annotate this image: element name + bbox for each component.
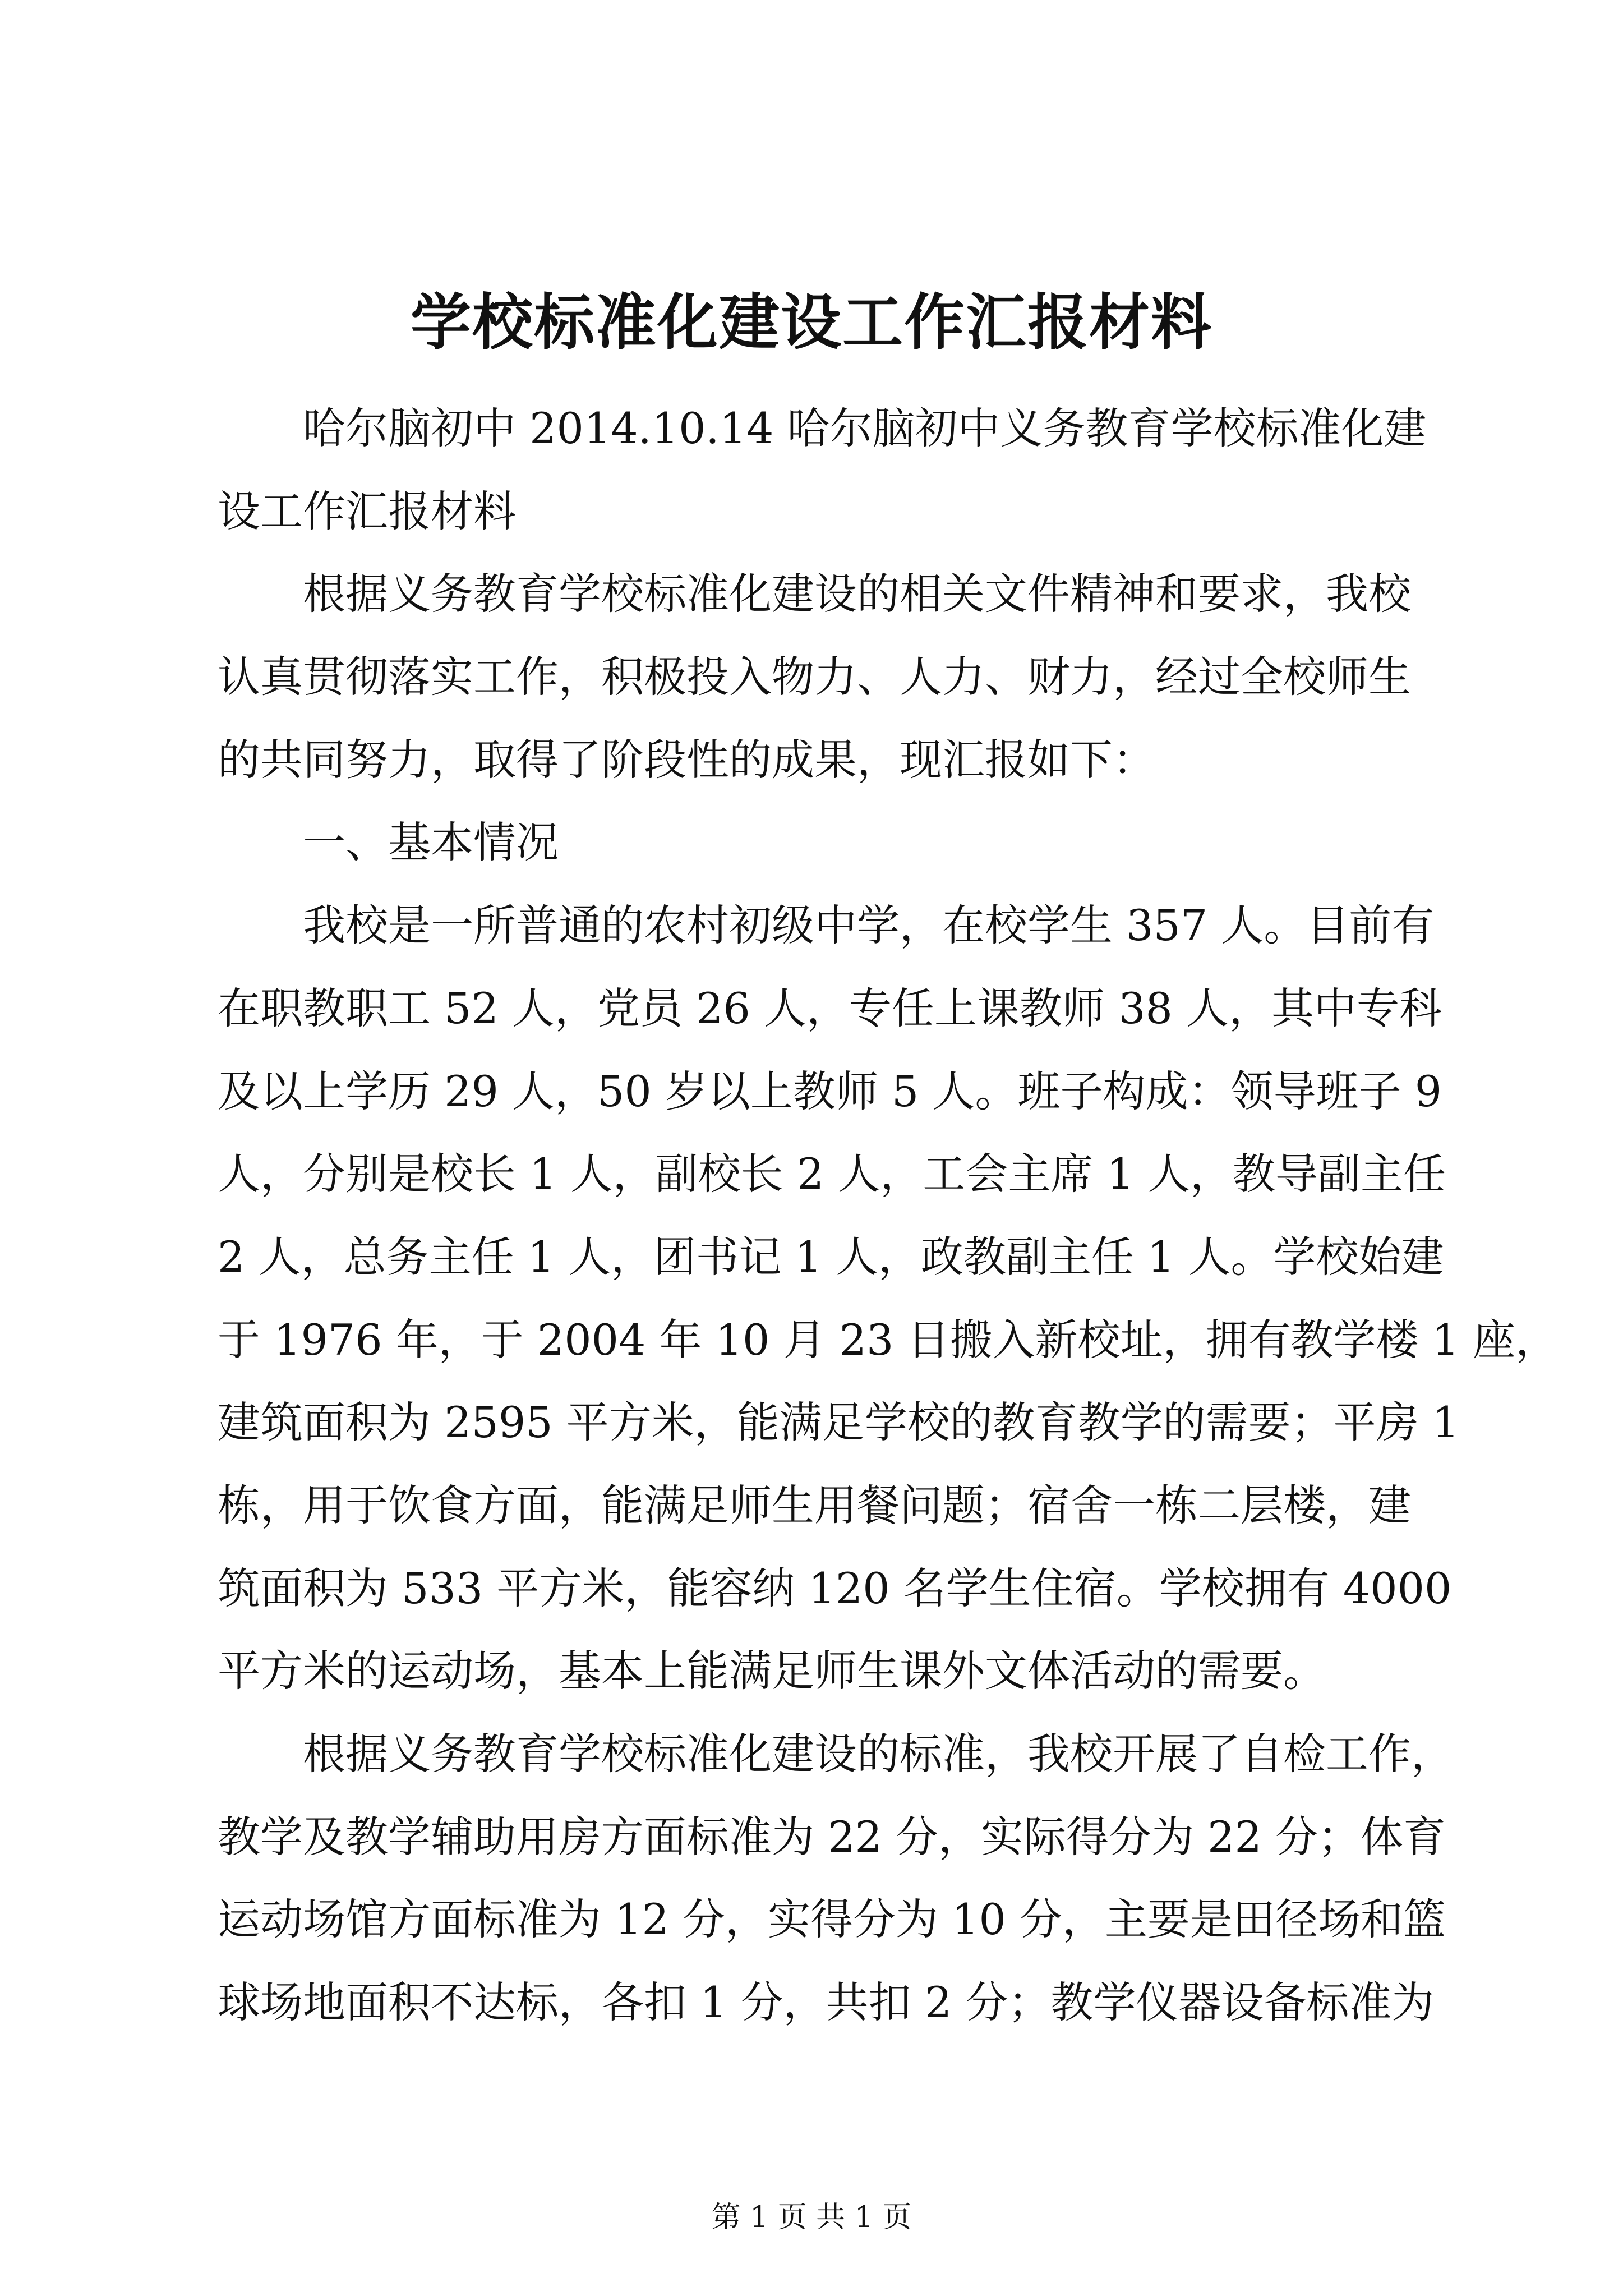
text-line: 筑面积为 533 平方米，能容纳 120 名学生住宿。学校拥有 4000 bbox=[218, 1563, 1452, 1613]
text-line: 运动场馆方面标准为 12 分，实得分为 10 分，主要是田径场和篮 bbox=[218, 1894, 1446, 1945]
text-line: 的共同努力，取得了阶段性的成果，现汇报如下： bbox=[218, 734, 1155, 785]
text-line: 平方米的运动场，基本上能满足师生课外文体活动的需要。 bbox=[218, 1646, 1326, 1696]
text-line: 设工作汇报材料 bbox=[218, 486, 516, 536]
text-line: 哈尔脑初中 2014.10.14 哈尔脑初中义务教育学校标准化建 bbox=[303, 403, 1427, 453]
text-line: 2 人，总务主任 1 人，团书记 1 人，政教副主任 1 人。学校始建 bbox=[218, 1231, 1444, 1282]
text-line: 于 1976 年，于 2004 年 10 月 23 日搬入新校址，拥有教学楼 1 座， bbox=[218, 1314, 1559, 1365]
text-line: 建筑面积为 2595 平方米，能满足学校的教育教学的需要；平房 1 bbox=[218, 1397, 1460, 1448]
text-line: 认真贯彻落实工作，积极投入物力、人力、财力，经过全校师生 bbox=[218, 652, 1411, 702]
text-line: 球场地面积不达标，各扣 1 分，共扣 2 分；教学仪器设备标准为 bbox=[218, 1977, 1435, 2028]
text-line: 教学及教学辅助用房方面标准为 22 分，实际得分为 22 分；体育 bbox=[218, 1811, 1446, 1862]
text-line: 根据义务教育学校标准化建设的相关文件精神和要求，我校 bbox=[303, 569, 1411, 619]
page-footer: 第 1 页 共 1 页 bbox=[711, 2201, 912, 2234]
text-line: 一、基本情况 bbox=[303, 817, 559, 868]
text-line: 及以上学历 29 人，50 岁以上教师 5 人。班子构成：领导班子 9 bbox=[218, 1066, 1442, 1116]
text-line: 我校是一所普通的农村初级中学，在校学生 357 人。目前有 bbox=[303, 900, 1435, 951]
document-body bbox=[218, 387, 1559, 2044]
text-line: 人，分别是校长 1 人，副校长 2 人，工会主席 1 人，教导副主任 bbox=[218, 1149, 1446, 1199]
text-line: 栋，用于饮食方面，能满足师生用餐问题；宿舍一栋二层楼，建 bbox=[218, 1480, 1411, 1530]
text-line: 根据义务教育学校标准化建设的标准，我校开展了自检工作， bbox=[303, 1729, 1454, 1779]
document-title: 学校标准化建设工作汇报材料 bbox=[410, 287, 1212, 358]
text-line: 在职教职工 52 人，党员 26 人，专任上课教师 38 人，其中专科 bbox=[218, 983, 1442, 1033]
